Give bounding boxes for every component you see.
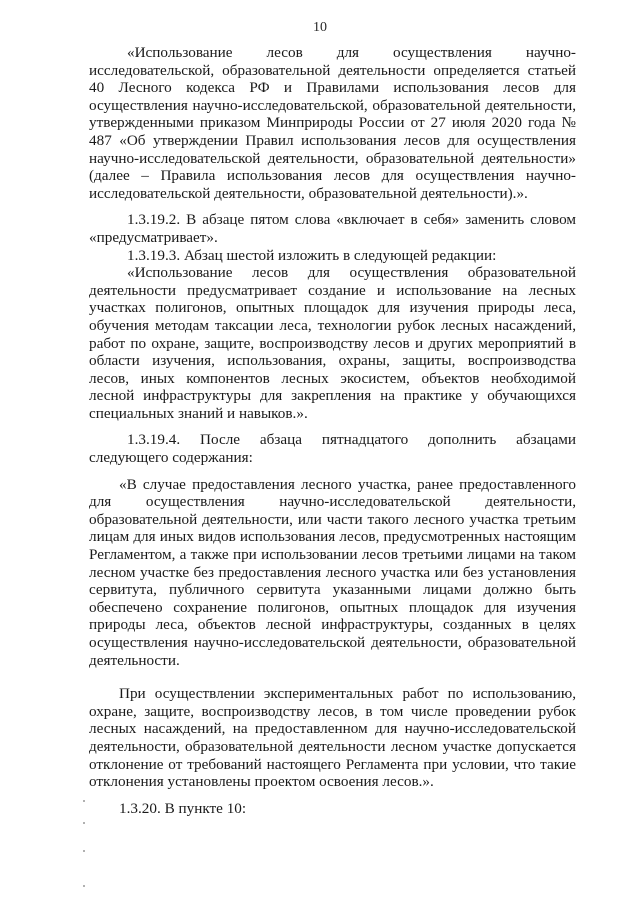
paragraph-educational-use: «Использование лесов для осуществления образовательной деятельности предусматривает создание и использование на лесных участках полигонов, опытных площадок для изучения природы леса, обучения методам таксации леса, технологии рубок лесных насаждений, работ по охране, защите, воспроизводству лесов и других мероприятий в области изучения, использования, охраны, защиты, воспроизводства лесов, иных компонентов лесных экосистем, объектов необходимой лесной инфраструктуры для закрепления на практике у обучающихся специальных знаний и навыков.». (89, 264, 576, 422)
paragraph-item-1-3-20: 1.3.20. В пункте 10: (119, 799, 247, 817)
paragraph-item-1-3-19-2: 1.3.19.2. В абзаце пятом слова «включает в себя» заменить словом «предусматривает». (89, 211, 576, 246)
scan-margin-mark (83, 822, 85, 824)
document-body (89, 44, 576, 817)
scan-margin-mark (83, 800, 85, 802)
scan-margin-mark (83, 850, 85, 852)
paragraph-experimental-works: При осуществлении экспериментальных работ по использованию, охране, защите, воспроизводству лесов, в том числе проведении рубок лесных насаждений, на предоставленном для научно-исследовательской деятельности, образовательной деятельности лесном участке допускается отклонение от требований настоящего Регламента при условии, что такие отклонения установлены проектом освоения лесов.». (89, 685, 576, 791)
paragraph-land-plot-provision: «В случае предоставления лесного участка, ранее предоставленного для осуществления научно-исследовательской деятельности, образовательной деятельности, или части такого лесного участка третьим лицам для иных видов использования лесов, предусмотренных настоящим Регламентом, а также при использовании лесов третьими лицами на таком лесном участке без предоставления лесного участка или без установления сервитута, публичного сервитута указанными лицами должно быть обеспечено сохранение полигонов, опытных площадок для изучения природы леса, объектов лесной инфраструктуры, созданных в целях осуществления научно-исследовательской деятельности, образовательной деятельности. (89, 475, 576, 669)
paragraph-forest-use-definition: «Использование лесов для осуществления научно-исследовательской, образовательной деятельности определяется статьей 40 Лесного кодекса РФ и Правилами использования лесов для осуществления научно-исследовательской, образовательной деятельности, утвержденными приказом Минприроды России от 27 июля 2020 года № 487 «Об утверждении Правил использования лесов для осуществления научно-исследовательской деятельности, образовательной деятельности» (далее – Правила использования лесов для осуществления научно-исследовательской деятельности, образовательной деятельности).». (89, 44, 576, 202)
page-number: 10 (313, 20, 327, 35)
paragraph-item-1-3-19-4: 1.3.19.4. После абзаца пятнадцатого дополнить абзацами следующего содержания: (89, 431, 576, 467)
scan-margin-mark (83, 885, 85, 887)
paragraph-item-1-3-19-3: 1.3.19.3. Абзац шестой изложить в следующей редакции: (127, 246, 497, 264)
